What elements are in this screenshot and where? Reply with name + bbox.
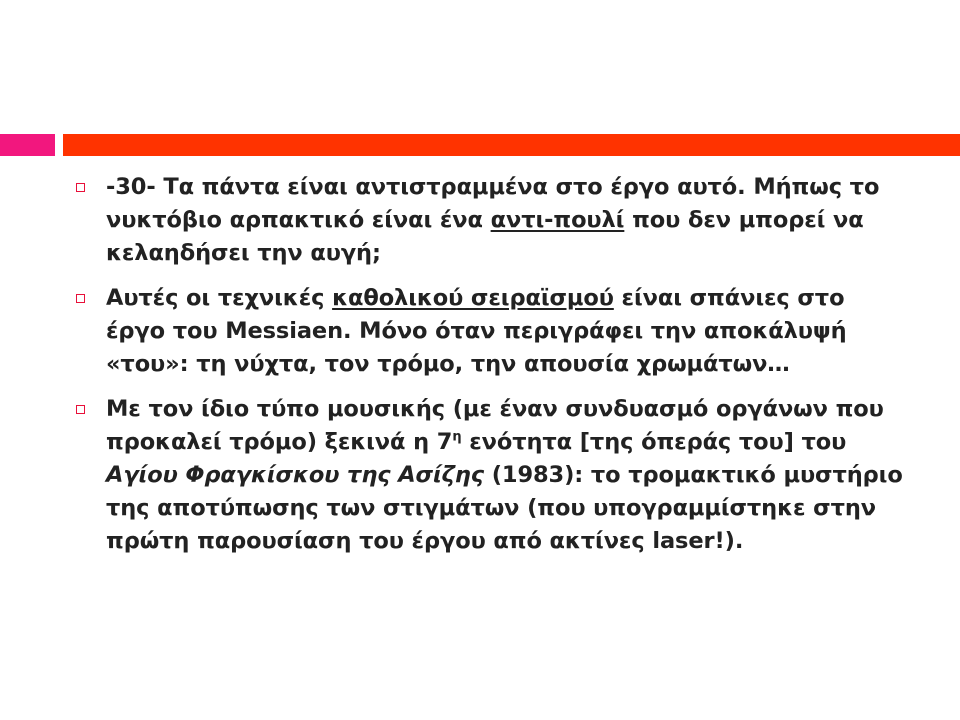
text-span: ενότητα [της όπεράς του] του [461,429,847,455]
text-span: (1983): το τρομακτικό μυστήριο της αποτύπωσης των στιγμάτων (που υπογραμμίστηκε στην πρώτη παρουσίαση του έργου από ακτίνες laser!). [106,462,903,554]
text-span: είναι σπάνιες στο έργο του Messiaen. Μόνο όταν περιγράφει την αποκάλυψή «του»: τη νύχτα, τον τρόμο, την απουσία χρωμάτων… [106,285,847,377]
text-span: Με τον ίδιο τύπο μουσικής (με έναν συνδυασμό οργάνων που προκαλεί τρόμο) ξεκινά η 7 [106,396,884,455]
accent-bar-orange [63,134,960,156]
bullet-text-2 [106,282,906,381]
bullet-text-1 [106,171,906,270]
superscript: η [452,429,462,445]
bullet-item-1 [76,171,906,270]
text-span: Αυτές οι τεχνικές [106,285,333,311]
square-bullet-icon [76,405,85,414]
square-bullet-icon [76,183,85,192]
bullet-item-2 [76,282,906,381]
text-span: που δεν μπορεί να κελαηδήσει την αυγή; [106,207,864,266]
bullet-text-3 [106,393,906,558]
italic-title: Αγίου Φραγκίσκου της Ασίζης [106,462,484,488]
underlined-term: καθολικού σειραϊσμού [332,285,614,311]
square-bullet-icon [76,294,85,303]
underlined-term: αντι-πουλί [490,207,625,233]
bullet-item-3 [76,393,906,558]
slide-body [76,171,906,570]
accent-bar-pink [0,134,55,156]
text-span: -30- Τα πάντα είναι αντιστραμμένα στο έργο αυτό. Μήπως το νυκτόβιο αρπακτικό είναι ένα [106,174,880,233]
